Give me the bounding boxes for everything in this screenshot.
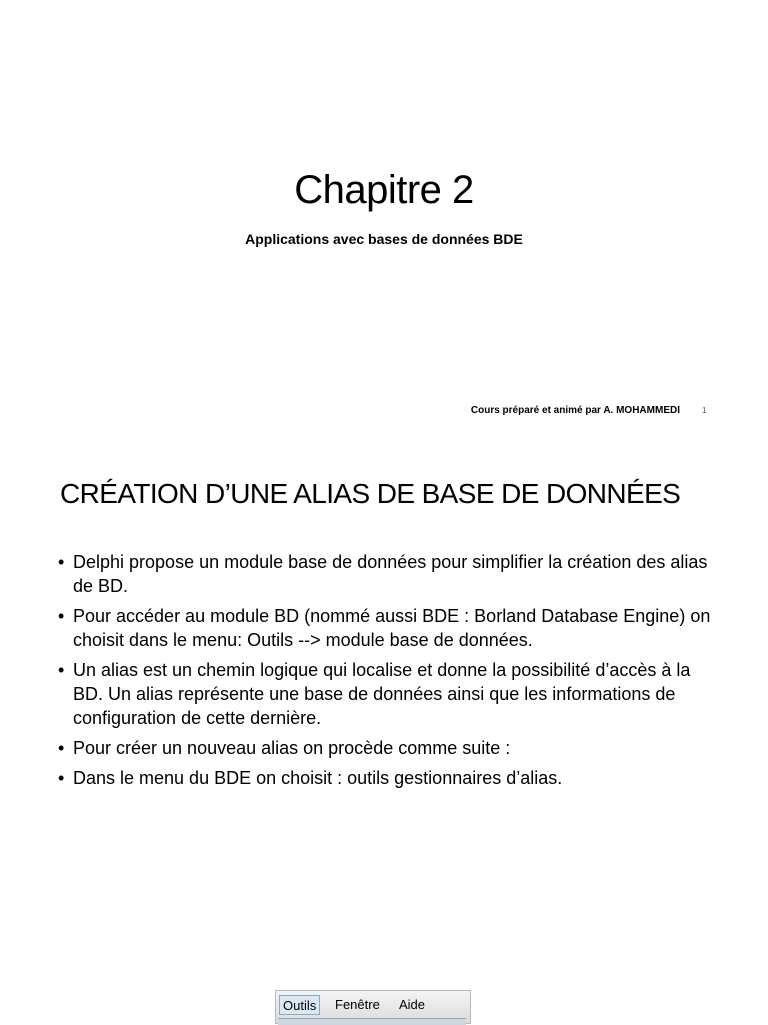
menu-bar-screenshot [275, 990, 471, 1024]
bullet-list [58, 550, 722, 796]
author-credit: Cours préparé et animé par A. MOHAMMEDI [470, 405, 680, 416]
bullet-text: Un alias est un chemin logique qui localise et donne la possibilité d’accès à la BD. Un alias représente une base de données ainsi que les informations de configuration de cette dernière. [73, 660, 691, 728]
slide-title: Chapitre 2 [294, 168, 474, 212]
bullet-item [58, 766, 722, 790]
slide-2 [0, 440, 768, 1024]
menu-item-aide[interactable]: Aide [399, 997, 426, 1012]
bullet-item [58, 550, 722, 598]
bullet-marker: • [58, 738, 65, 758]
bullet-marker: • [58, 768, 65, 788]
bullet-text: Dans le menu du BDE on choisit : outils gestionnaires d’alias. [73, 768, 563, 788]
menu-item-outils[interactable]: Outils [279, 995, 320, 1015]
bullet-item [58, 604, 722, 652]
menu-item-fenetre[interactable]: Fenêtre [335, 997, 380, 1012]
bullet-item [58, 736, 722, 760]
bullet-marker: • [58, 552, 65, 572]
bullet-marker: • [58, 606, 65, 626]
section-title: CRÉATION D’UNE ALIAS DE BASE DE DONNÉES [60, 478, 681, 509]
slide-subtitle: Applications avec bases de données BDE [245, 231, 523, 247]
bullet-marker: • [58, 660, 65, 680]
page-number: 1 [702, 406, 707, 415]
bullet-item [58, 658, 722, 730]
bullet-text: Pour accéder au module BD (nommé aussi BDE : Borland Database Engine) on choisit dans le menu: Outils --> module base de données. [73, 606, 711, 650]
bullet-text: Pour créer un nouveau alias on procède comme suite : [73, 738, 511, 758]
slide-1 [0, 0, 768, 440]
bullet-text: Delphi propose un module base de données pour simplifier la création des alias de BD. [73, 552, 708, 596]
